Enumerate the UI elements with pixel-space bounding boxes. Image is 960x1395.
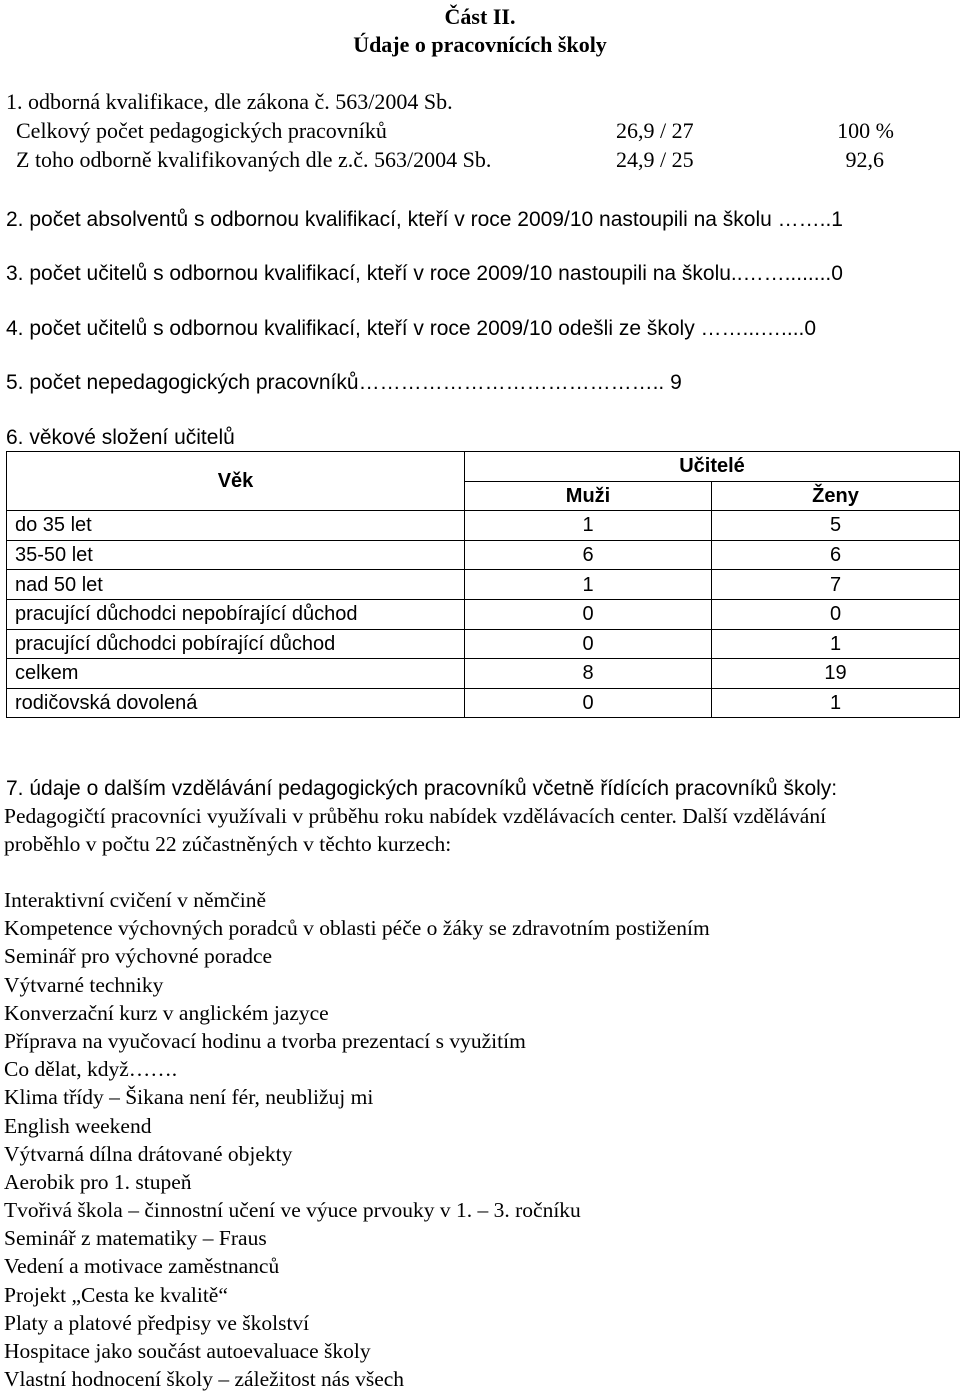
table-row bbox=[7, 659, 960, 689]
section1-heading: 1. odborná kvalifikace, dle zákona č. 563/2004 Sb. bbox=[6, 89, 453, 114]
men-count: 8 bbox=[465, 659, 712, 689]
item-5-non-teaching-staff: 5. počet nepedagogických pracovníků…………………………………….. 9 bbox=[6, 371, 682, 394]
list-item: Vlastní hodnocení školy – záležitost nás všech bbox=[4, 1367, 405, 1392]
section7-text-line1: Pedagogičtí pracovníci využívali v průběhu roku nabídek vzdělávacích center. Další vzdělávání bbox=[4, 804, 827, 828]
item-3-new-teachers: 3. počet učitelů s odbornou kvalifikací, kteří v roce 2009/10 nastoupili na školu..……........0 bbox=[6, 262, 843, 285]
list-item: Tvořivá škola – činnostní učení ve výuce prvouky v 1. – 3. ročníku bbox=[4, 1198, 581, 1223]
row-label: rodičovská dovolená bbox=[7, 688, 465, 718]
age-structure-table bbox=[6, 451, 960, 718]
men-column-header: Muži bbox=[465, 481, 712, 511]
row-label: celkem bbox=[7, 659, 465, 689]
item-2-graduates: 2. počet absolventů s odbornou kvalifikací, kteří v roce 2009/10 nastoupili na školu ……..1 bbox=[6, 208, 843, 231]
row-label: 35-50 let bbox=[7, 540, 465, 570]
women-column-header: Ženy bbox=[712, 481, 960, 511]
women-count: 1 bbox=[712, 629, 960, 659]
list-item: Výtvarné techniky bbox=[4, 972, 164, 997]
section7-heading: 7. údaje o dalším vzdělávání pedagogických pracovníků včetně řídících pracovníků školy: bbox=[6, 777, 838, 800]
women-count: 7 bbox=[712, 570, 960, 600]
men-count: 0 bbox=[465, 688, 712, 718]
women-count: 1 bbox=[712, 688, 960, 718]
list-item: Platy a platové předpisy ve školství bbox=[4, 1310, 310, 1335]
qualification-label-total: Celkový počet pedagogických pracovníků bbox=[16, 118, 387, 143]
qualification-count-total: 26,9 / 27 bbox=[616, 118, 694, 143]
list-item: Výtvarná dílna drátované objekty bbox=[4, 1141, 293, 1166]
section7-text-line2: proběhlo v počtu 22 zúčastněných v těchto kurzech: bbox=[4, 832, 452, 856]
list-item: Interaktivní cvičení v němčině bbox=[4, 888, 267, 912]
list-item: Seminář z matematiky – Fraus bbox=[4, 1226, 267, 1251]
women-count: 0 bbox=[712, 599, 960, 629]
row-label: nad 50 let bbox=[7, 570, 465, 600]
item-6-age-heading: 6. věkové složení učitelů bbox=[6, 426, 235, 449]
teachers-column-header: Učitelé bbox=[465, 452, 960, 482]
table-row bbox=[7, 570, 960, 600]
women-count: 5 bbox=[712, 511, 960, 541]
row-label: pracující důchodci nepobírající důchod bbox=[7, 599, 465, 629]
qualification-count-qualified: 24,9 / 25 bbox=[616, 147, 694, 172]
list-item: Vedení a motivace zaměstnanců bbox=[4, 1254, 280, 1279]
men-count: 0 bbox=[465, 629, 712, 659]
list-item: Příprava na vyučovací hodinu a tvorba prezentací s využitím bbox=[4, 1028, 526, 1053]
table-row bbox=[7, 688, 960, 718]
men-count: 6 bbox=[465, 540, 712, 570]
women-count: 6 bbox=[712, 540, 960, 570]
women-count: 19 bbox=[712, 659, 960, 689]
list-item: Hospitace jako součást autoevaluace školy bbox=[4, 1339, 371, 1363]
table-row bbox=[7, 629, 960, 659]
list-item: English weekend bbox=[4, 1113, 152, 1138]
list-item: Klima třídy – Šikana není fér, neubližuj mi bbox=[4, 1085, 374, 1110]
men-count: 1 bbox=[465, 570, 712, 600]
list-item: Projekt „Cesta ke kvalitě“ bbox=[4, 1282, 228, 1307]
qualification-percent-total: 100 % bbox=[837, 118, 894, 143]
table-row bbox=[7, 540, 960, 570]
row-label: do 35 let bbox=[7, 511, 465, 541]
men-count: 1 bbox=[465, 511, 712, 541]
list-item: Kompetence výchovných poradců v oblasti péče o žáky se zdravotním postižením bbox=[4, 916, 710, 941]
table-row bbox=[7, 599, 960, 629]
list-item: Co dělat, když……. bbox=[4, 1057, 178, 1082]
course-list bbox=[4, 886, 710, 1393]
age-column-header: Věk bbox=[7, 452, 465, 511]
list-item: Seminář pro výchovné poradce bbox=[4, 944, 273, 969]
qualification-label-qualified: Z toho odborně kvalifikovaných dle z.č. 563/2004 Sb. bbox=[16, 147, 492, 172]
table-row bbox=[7, 511, 960, 541]
row-label: pracující důchodci pobírající důchod bbox=[7, 629, 465, 659]
part-heading: Část II. bbox=[444, 4, 516, 29]
men-count: 0 bbox=[465, 599, 712, 629]
list-item: Aerobik pro 1. stupeň bbox=[4, 1169, 192, 1194]
item-4-leaving-teachers: 4. počet učitelů s odbornou kvalifikací, kteří v roce 2009/10 odešli ze školy ……...…....0 bbox=[6, 317, 817, 340]
qualification-percent-qualified: 92,6 bbox=[845, 147, 884, 172]
list-item: Konverzační kurz v anglickém jazyce bbox=[4, 1000, 329, 1025]
page-title: Údaje o pracovnících školy bbox=[353, 32, 607, 57]
